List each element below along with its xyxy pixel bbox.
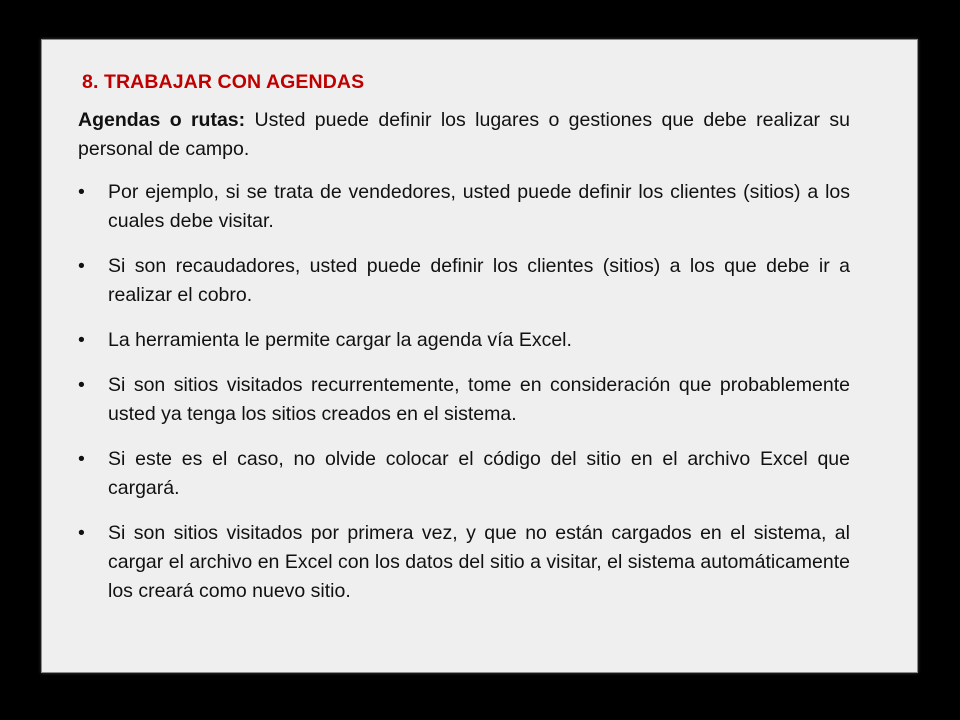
intro-lead: Agendas o rutas: (78, 109, 246, 131)
bullet-text: Por ejemplo, si se trata de vendedores, usted puede definir los clientes (sitios) a los cuales debe visitar. (108, 181, 850, 232)
bullet-icon: • (78, 448, 85, 470)
bullet-text: Si son recaudadores, usted puede definir los clientes (sitios) a los que debe ir a realizar el cobro. (108, 255, 850, 306)
bullet-item (78, 371, 850, 429)
bullet-item (78, 519, 850, 606)
bullet-icon: • (78, 181, 85, 203)
slide (41, 39, 918, 673)
bullet-item (78, 445, 850, 503)
bullet-icon: • (78, 522, 85, 544)
bullet-text: La herramienta le permite cargar la agenda vía Excel. (108, 329, 572, 351)
bullet-icon: • (78, 255, 85, 277)
bullet-list (78, 178, 850, 606)
slide-content (78, 106, 850, 622)
bullet-item (78, 178, 850, 236)
bullet-text: Si este es el caso, no olvide colocar el código del sitio en el archivo Excel que cargará. (108, 448, 850, 499)
bullet-item (78, 252, 850, 310)
slide-title: 8. TRABAJAR CON AGENDAS (82, 71, 365, 93)
intro-paragraph (78, 106, 850, 164)
intro-text: Usted puede definir los lugares o gestiones que debe realizar su personal de campo. (78, 109, 850, 160)
bullet-text: Si son sitios visitados recurrentemente, tome en consideración que probablemente usted ya tenga los sitios creados en el sistema. (108, 374, 850, 425)
bullet-item (78, 326, 850, 355)
bullet-text: Si son sitios visitados por primera vez, y que no están cargados en el sistema, al cargar el archivo en Excel con los datos del sitio a visitar, el sistema automáticamente los creará como nuevo sitio. (108, 522, 850, 602)
bullet-icon: • (78, 374, 85, 396)
bullet-icon: • (78, 329, 85, 351)
